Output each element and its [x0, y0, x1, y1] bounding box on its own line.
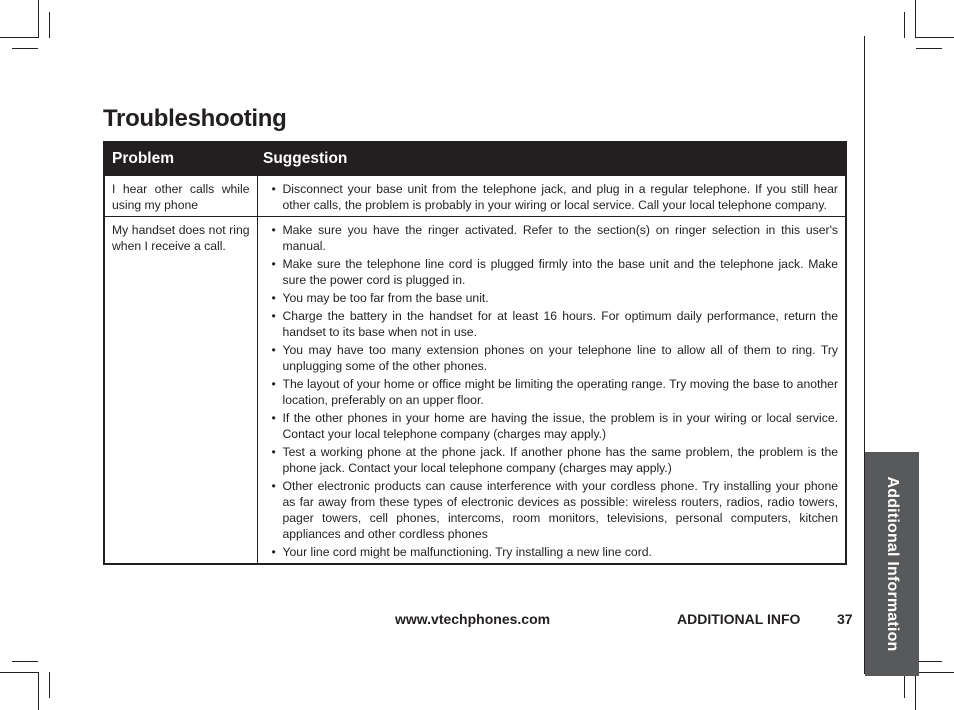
crop-mark	[904, 12, 905, 38]
suggestion-list	[265, 222, 839, 560]
crop-mark	[915, 672, 916, 710]
footer-section-label: ADDITIONAL INFO	[677, 611, 801, 627]
crop-mark	[49, 12, 50, 38]
crop-mark	[49, 672, 50, 698]
page-number: 37	[837, 611, 853, 627]
crop-mark	[38, 672, 39, 710]
crop-mark	[916, 661, 942, 662]
suggestion-item: • Test a working phone at the phone jack. If another phone has the same problem, the problem is the phone jack. Contact your local telephone company (charges may apply.)	[283, 444, 839, 476]
suggestion-cell	[257, 217, 846, 565]
crop-mark	[916, 48, 942, 49]
suggestion-item: • Make sure you have the ringer activated. Refer to the section(s) on ringer selection in this user's manual.	[283, 222, 839, 254]
suggestion-item: • Your line cord might be malfunctioning. Try installing a new line cord.	[283, 544, 839, 560]
troubleshooting-table	[103, 141, 847, 565]
crop-mark	[38, 0, 39, 38]
suggestion-item: • You may have too many extension phones on your telephone line to allow all of them to ring. Try unplugging some of the other phones.	[283, 342, 839, 374]
crop-mark	[12, 661, 38, 662]
table-row	[104, 217, 846, 565]
table-row	[104, 176, 846, 217]
suggestion-item: • Other electronic products can cause interference with your cordless phone. Try installing your phone as far away from these types of electronic devices as possible: wireless routers, radios, radio towers, pager towers, cell phones, intercoms, room monitors, televisions, personal computers, kitchen appliances and other cordless phones	[283, 478, 839, 542]
crop-mark	[12, 48, 38, 49]
crop-mark	[0, 37, 38, 38]
suggestion-list	[265, 181, 839, 213]
page-title: Troubleshooting	[103, 105, 287, 132]
problem-cell: I hear other calls while using my phone	[104, 176, 257, 217]
suggestion-item: • The layout of your home or office might be limiting the operating range. Try moving the base to another location, preferably on an upper floor.	[283, 376, 839, 408]
suggestion-item: • Disconnect your base unit from the telephone jack, and plug in a regular telephone. If you still hear other calls, the problem is probably in your wiring or local service. Call your local telephone company.	[283, 181, 839, 213]
crop-mark	[915, 0, 916, 38]
table-header-row	[104, 142, 846, 176]
section-side-tab	[865, 452, 919, 676]
suggestion-item: • If the other phones in your home are having the issue, the problem is in your wiring or local service. Contact your local telephone company (charges may apply.)	[283, 410, 839, 442]
footer-website: www.vtechphones.com	[395, 611, 551, 627]
crop-mark	[916, 37, 954, 38]
side-tab-label: Additional Information	[884, 476, 901, 652]
column-header-suggestion: Suggestion	[257, 142, 846, 176]
suggestion-cell	[257, 176, 846, 217]
crop-mark	[916, 672, 954, 673]
crop-mark	[0, 672, 38, 673]
column-header-problem: Problem	[104, 142, 257, 176]
suggestion-item: • Charge the battery in the handset for at least 16 hours. For optimum daily performance, return the handset to its base when not in use.	[283, 308, 839, 340]
suggestion-item: • Make sure the telephone line cord is plugged firmly into the base unit and the telephone jack. Make sure the power cord is plugged in.	[283, 256, 839, 288]
suggestion-item: • You may be too far from the base unit.	[283, 290, 839, 306]
problem-cell: My handset does not ring when I receive a call.	[104, 217, 257, 565]
